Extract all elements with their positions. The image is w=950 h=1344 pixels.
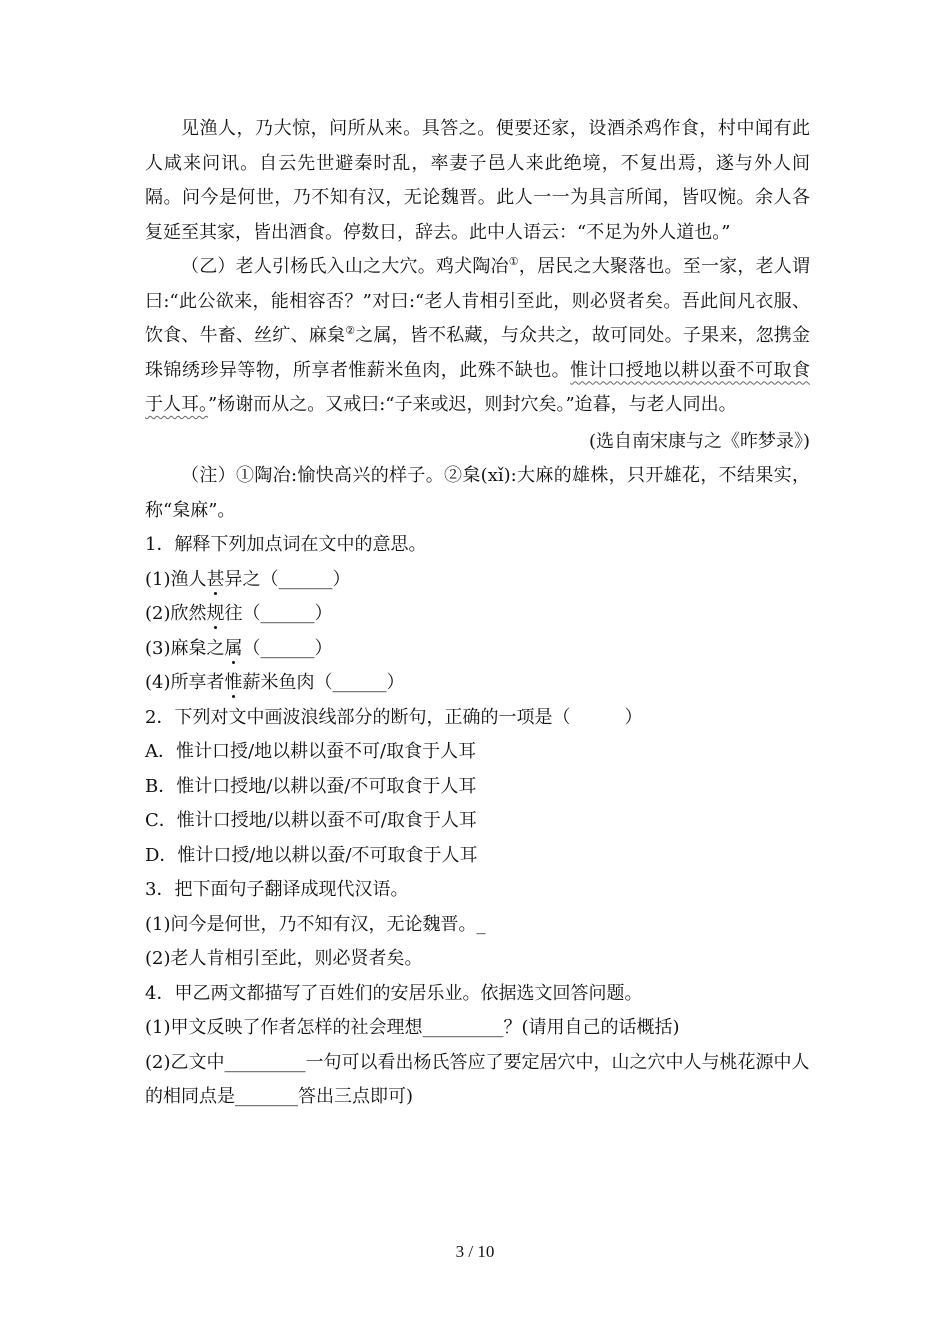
option-c: C．惟计口授地/以耕以蚕不可/取食于人耳	[145, 810, 477, 831]
question-3-item-2: (2)老人肯相引至此，则必贤者矣。	[145, 948, 423, 969]
question-1-item	[145, 563, 810, 598]
source-citation: (选自南宋康与之《昨梦录》)	[588, 430, 810, 452]
wavy-underlined-sentence: 惟计口授地以耕以蚕不可取食于人耳。	[145, 359, 810, 415]
passage-yi-part2: ，居民之大聚落也。至一家，老人谓曰:“此公欲来，能相容否？”对曰:“老人肯相引至此，则必贤者矣。吾此间凡衣服、饮食、牛畜、丝纩、麻枲	[145, 256, 811, 346]
passage-yi	[145, 250, 810, 423]
item-blank: 往（______）	[224, 603, 333, 624]
question-1-item	[145, 666, 810, 701]
question-1-item	[145, 632, 810, 667]
option-d: D．惟计口授/地以耕以蚕/不可取食于人耳	[145, 844, 478, 866]
item-blank: 异之（______）	[224, 568, 351, 590]
note-mark-2: ②	[345, 324, 356, 337]
option-a: A．惟计口授/地以耕以蚕不可/取食于人耳	[145, 741, 477, 762]
item-text: (1)渔人	[145, 568, 207, 590]
passage-jia: 见渔人，乃大惊，问所从来。具答之。便要还家，设酒杀鸡作食，村中闻有此人咸来问讯。自云先世避秦时乱，率妻子邑人来此绝境，不复出焉，遂与外人间隔。问今是何世，乃不知有汉，无论魏晋。此人一一为具言所闻，皆叹惋。余人各复延至其家，皆出酒食。停数日，辞去。此中人语云：“不足为外人道也。”	[145, 118, 810, 243]
page-number: 3 / 10	[455, 1242, 495, 1261]
document-page	[145, 112, 810, 1115]
question-1-item	[145, 597, 810, 632]
item-text: (4)所享者	[145, 672, 225, 693]
item-blank: （______）	[242, 637, 333, 659]
question-4-item-1: (1)甲文反映了作者怎样的社会理想_________？(请用自己的话概括)	[145, 1017, 680, 1038]
passage-yi-part3: 之属，皆不私藏，与众共之，故可同处。子果来，忽携金珠锦绣珍异等物，所享者惟薪米鱼肉，此殊不缺也。	[145, 325, 810, 381]
passage-yi-part1: （乙）老人引杨氏入山之大穴。鸡犬陶冶	[181, 256, 509, 277]
item-text: (2)欣然	[145, 603, 207, 624]
note-mark-1: ①	[508, 255, 519, 268]
question-4-stem: 4．甲乙两文都描写了百姓们的安居乐业。依据选文回答问题。	[145, 982, 643, 1004]
dotted-word: 甚	[206, 568, 225, 590]
question-1-stem: 1．解释下列加点词在文中的意思。	[145, 534, 427, 555]
item-text: (3)麻枲之	[145, 637, 225, 659]
dotted-word: 属	[224, 637, 243, 659]
question-3-stem: 3．把下面句子翻译成现代汉语。	[145, 879, 409, 900]
item-blank: 薪米鱼肉（______）	[242, 672, 405, 693]
dotted-word: 惟	[224, 672, 243, 693]
passage-yi-part4: ”杨谢而从之。又戒曰:“子来或迟，则封穴矣。”迨暮，与老人同出。	[208, 394, 737, 415]
question-4-item-2: (2)乙文中_________一句可以看出杨氏答应了要定居穴中，山之穴中人与桃花源中人的相同点是_______答出三点即可)	[145, 1051, 810, 1107]
annotation-note: （注）①陶冶:愉快高兴的样子。②枲(xǐ):大麻的雄株，只开雄花，不结果实，称“枲麻”。	[145, 465, 810, 521]
question-3-item-1: (1)问今是何世，乃不知有汉，无论魏晋。_	[145, 913, 486, 935]
dotted-word: 规	[206, 603, 225, 624]
question-2-stem: 2．下列对文中画波浪线部分的断句，正确的一项是（ ）	[145, 706, 643, 728]
option-b: B．惟计口授地/以耕以蚕/不可取食于人耳	[145, 775, 477, 797]
